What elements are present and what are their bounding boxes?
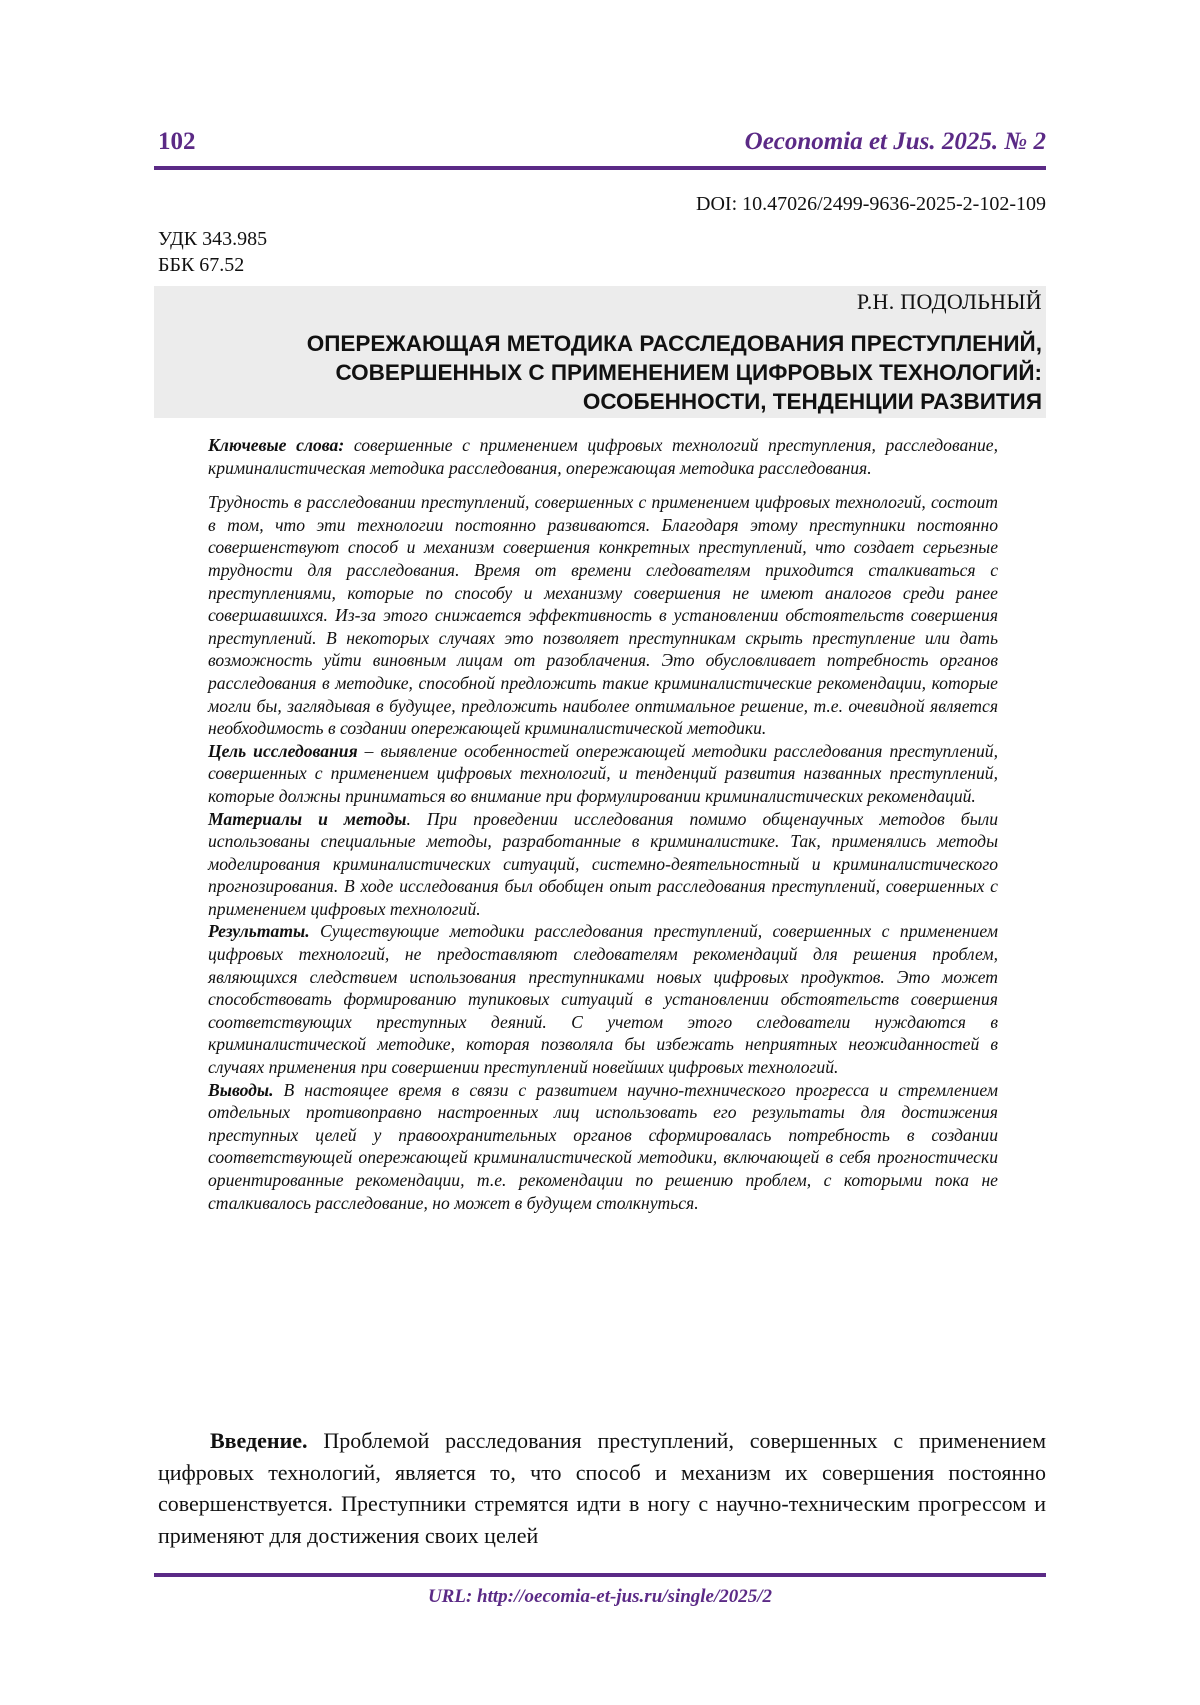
header-rule — [154, 166, 1046, 170]
article-title — [182, 329, 1042, 416]
conclusions-label: Выводы. — [208, 1079, 274, 1100]
keywords-label: Ключевые слова: — [208, 435, 345, 455]
methods-paragraph — [208, 808, 998, 921]
conclusions-text: В настоящее время в связи с развитием научно-технического прогресса и стремлением отдельных противоправно настроенных лиц использовать его результаты для достижения преступных целей у правоохранительных органов сформировалась потребность в создании соответствующей опережающей криминалистической методики, включающей в себя прогностически ориентированные рекомендации, т.е. рекомендации по решению проблем, с которыми пока не сталкивалось расследование, но может в будущем столкнуться. — [208, 1079, 998, 1213]
bbk-code: ББК 67.52 — [158, 254, 245, 276]
title-line: СОВЕРШЕННЫХ С ПРИМЕНЕНИЕМ ЦИФРОВЫХ ТЕХНОЛОГИЙ: — [335, 360, 1042, 385]
keywords-paragraph — [208, 434, 998, 479]
abstract — [208, 434, 998, 1214]
methods-text: . При проведении исследования помимо общенаучных методов были использованы специальные методы, разработанные в криминалистике. Так, применялись методы моделирования криминалистических ситуаций, системно-деятельностный и криминалистического прогнозирования. В ходе исследования был обобщен опыт расследования преступлений, совершенных с применением цифровых технологий. — [208, 808, 999, 919]
methods-label: Материалы и методы — [208, 808, 407, 829]
abstract-intro: Трудность в расследовании преступлений, совершенных с применением цифровых технологий, состоит в том, что эти технологии постоянно развиваются. Благодаря этому преступники постоянно совершенствуют способ и механизм совершения конкретных преступлений, что создает серьезные трудности для расследования. Время от времени следователям приходится сталкиваться с преступлениями, которые по способу и механизму совершения не имеют аналогов среди ранее совершавшихся. Из-за этого снижается эффективность в установлении обстоятельств совершения преступлений. В некоторых случаях это позволяет преступникам скрыть преступление или дать возможность уйти виновным лицам от разоблачения. Это обусловливает потребность органов расследования в методике, способной предложить такие криминалистические рекомендации, которые могли бы, заглядывая в будущее, предложить наиболее оптимальное решение, т.е. очевидной является необходимость в создании опережающей криминалистической методики. — [208, 492, 998, 739]
goal-paragraph — [208, 740, 998, 808]
page-number: 102 — [158, 128, 196, 155]
goal-label: Цель исследования — [208, 740, 358, 761]
journal-name: Oeconomia et Jus. 2025. № 2 — [744, 128, 1046, 155]
conclusions-paragraph — [208, 1079, 998, 1215]
goal-text: – выявление особенностей опережающей методики расследования преступлений, совершенных с применением цифровых технологий, и тенденций развития названных преступлений, которые должны приниматься во внимание при формулировании криминалистических рекомендаций. — [208, 740, 998, 806]
introduction-text: Проблемой расследования преступлений, совершенных с применением цифровых технологий, является то, что способ и механизм их совершения постоянно совершенствуется. Преступники стремятся идти в ногу с научно-техническим прогрессом и применяют для достижения своих целей — [158, 1428, 1046, 1548]
title-line: ОСОБЕННОСТИ, ТЕНДЕНЦИИ РАЗВИТИЯ — [582, 389, 1042, 414]
results-text: Существующие методики расследования преступлений, совершенных с применением цифровых технологий, не предоставляют следователям рекомендаций для решения проблем, являющихся следствием использования преступниками новых цифровых продуктов. Это может способствовать формированию тупиковых ситуаций в установлении обстоятельств совершения соответствующих преступных деяний. С учетом этого следователи нуждаются в криминалистической методике, которая позволяла бы избежать неприятных неожиданностей в случаях применения при совершении преступлений новейших цифровых технологий. — [208, 921, 998, 1078]
doi: DOI: 10.47026/2499-9636-2025-2-102-109 — [696, 193, 1046, 215]
introduction-label: Введение. — [210, 1428, 308, 1453]
results-label: Результаты. — [208, 921, 310, 942]
introduction-paragraph — [158, 1425, 1046, 1551]
title-line: ОПЕРЕЖАЮЩАЯ МЕТОДИКА РАССЛЕДОВАНИЯ ПРЕСТУПЛЕНИЙ, — [306, 331, 1042, 356]
keywords-text: совершенные с применением цифровых технологий преступления, расследование, криминалистическая методика расследования, опережающая методика расследования. — [208, 435, 998, 478]
footer-rule — [154, 1573, 1046, 1577]
udk-code: УДК 343.985 — [158, 228, 268, 250]
footer-url[interactable]: URL: http://oecomia-et-jus.ru/single/2025/2 — [427, 1586, 773, 1607]
results-paragraph — [208, 920, 998, 1078]
author: Р.Н. ПОДОЛЬНЫЙ — [856, 289, 1042, 314]
